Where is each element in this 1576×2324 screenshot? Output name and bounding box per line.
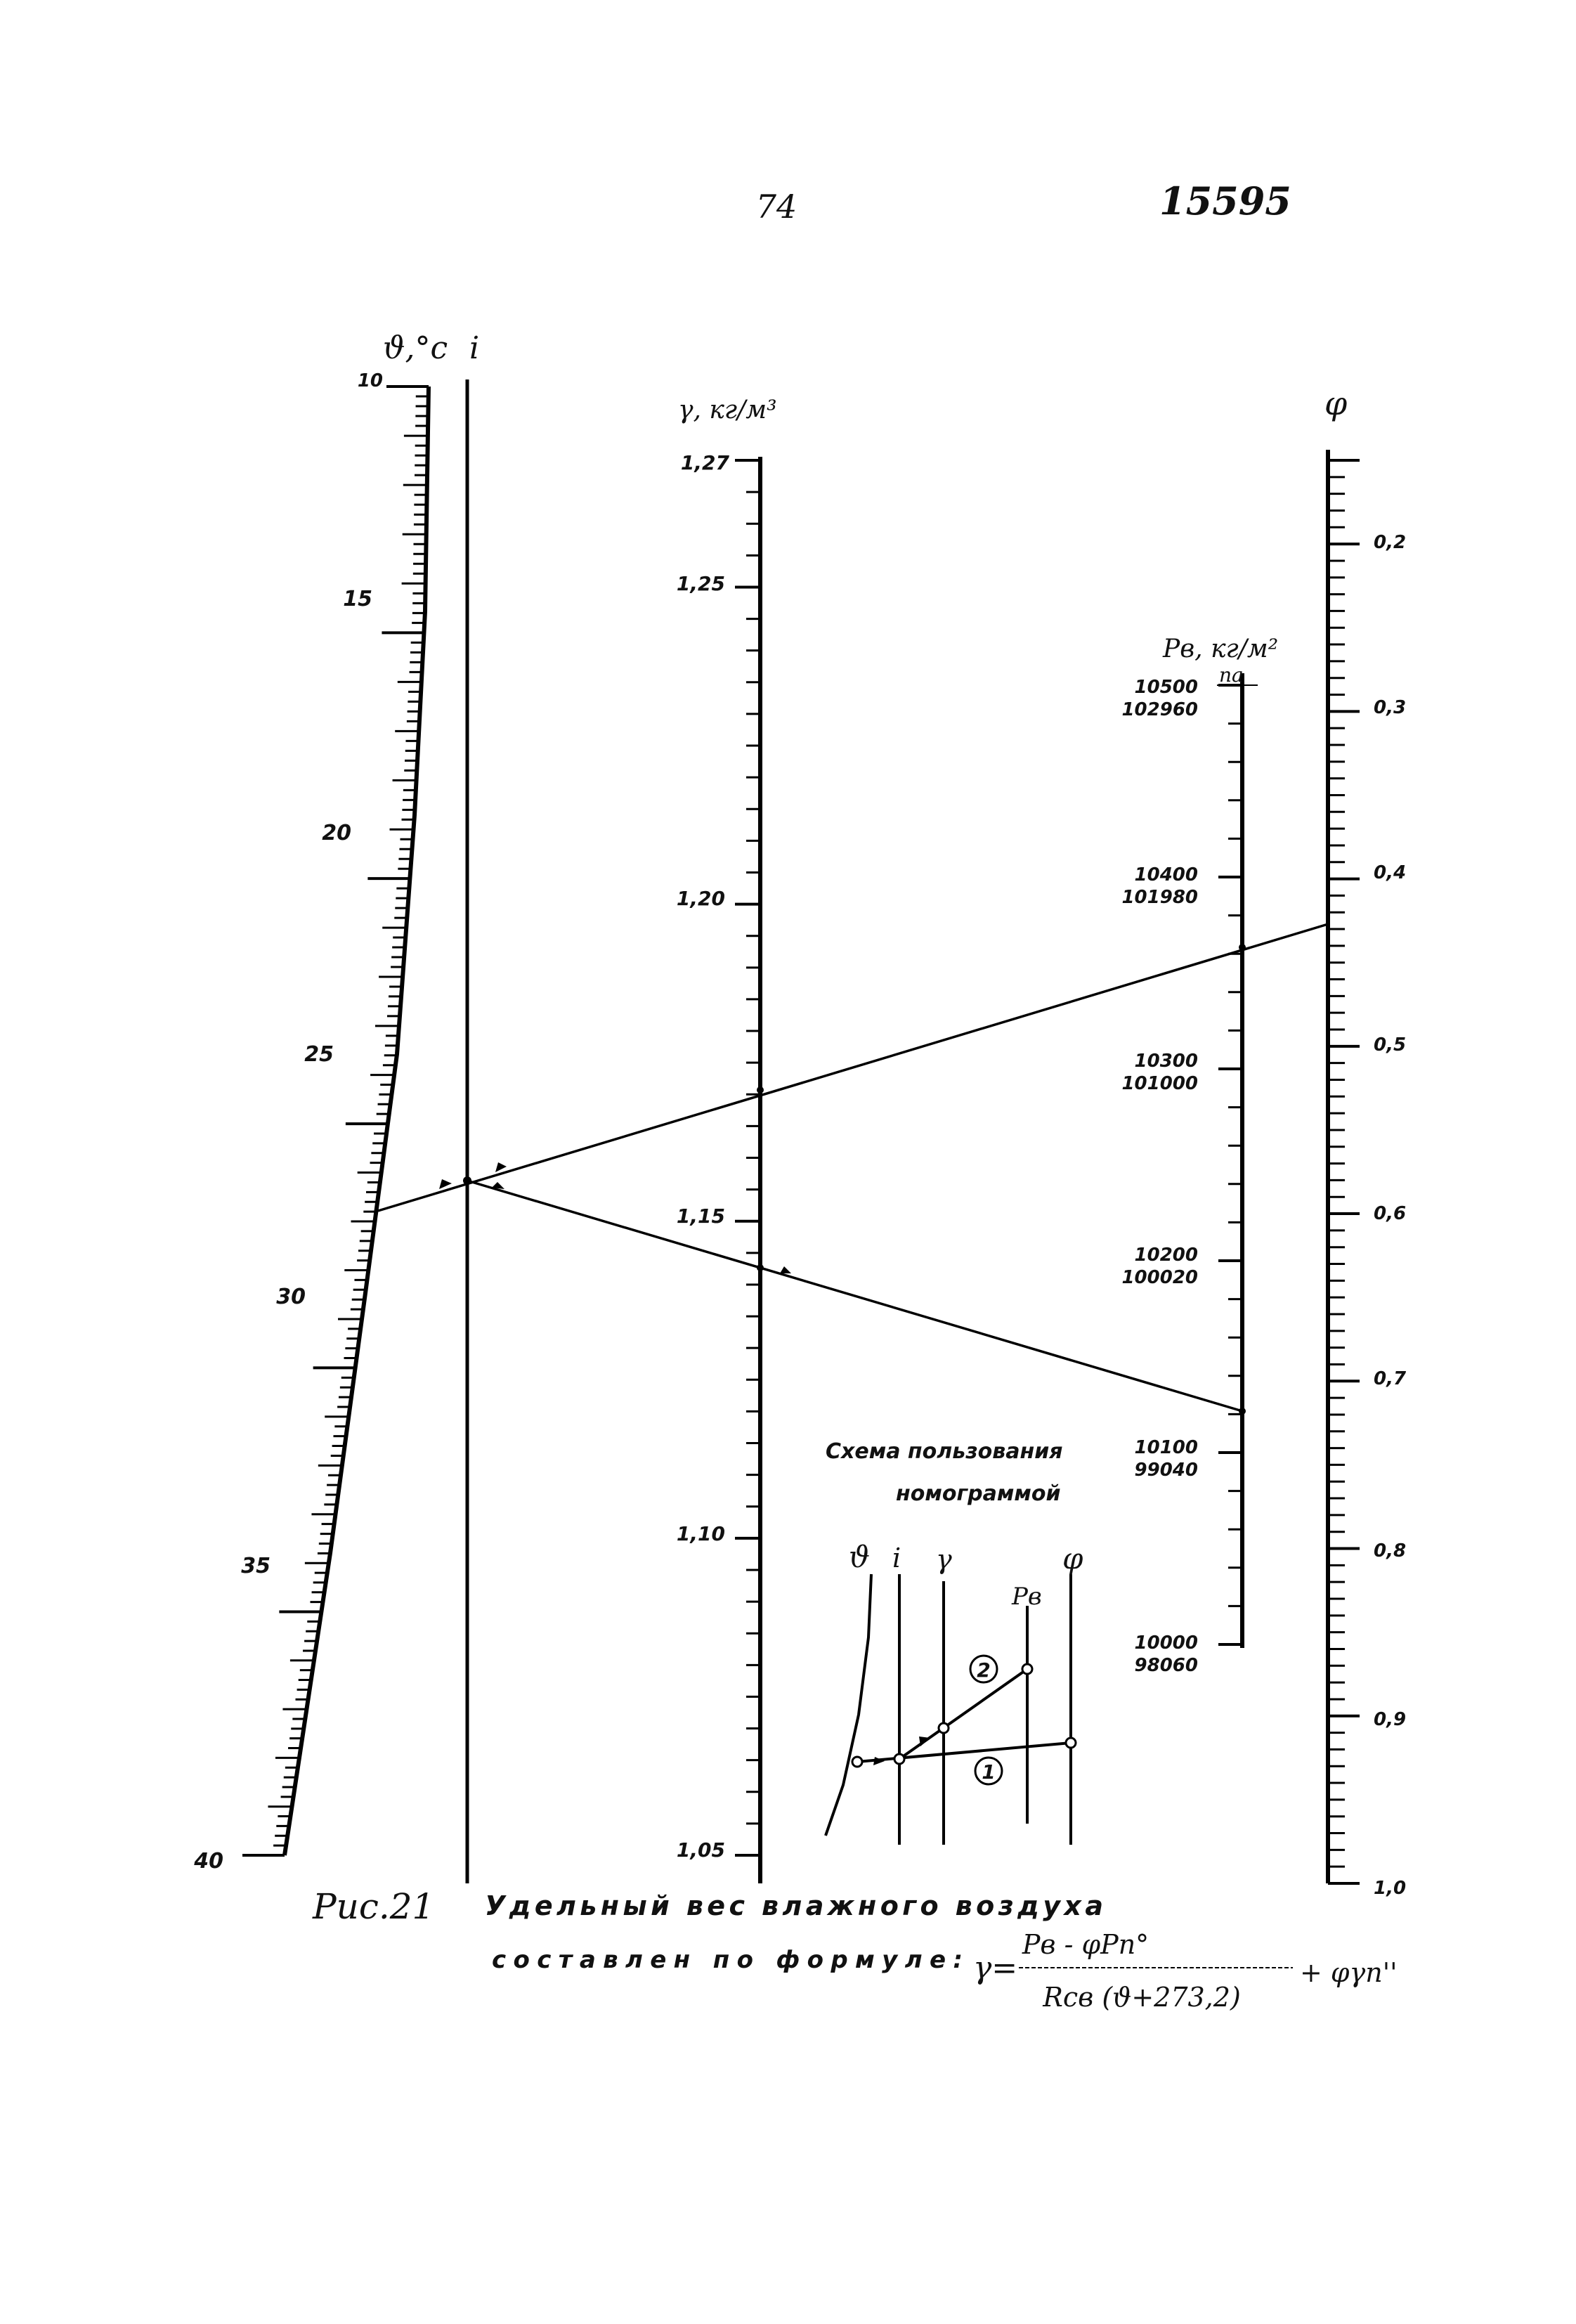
caption-formula-prefix: составлен по формуле:	[492, 1946, 963, 1974]
inset-label-gamma: γ	[936, 1544, 952, 1575]
inset-point	[1066, 1738, 1076, 1748]
figure-number: Рис.21	[313, 1886, 435, 1927]
gamma-tick-1-27: 1,27	[680, 451, 729, 474]
example-lines	[378, 924, 1328, 1415]
formula-numerator: Pв - φPп°	[1022, 1929, 1150, 1960]
phi-tick-0-2: 0,2	[1374, 532, 1407, 553]
pressure-kg-10400: 10400	[1134, 864, 1198, 885]
inset-label-i: i	[892, 1543, 901, 1573]
pressure-pa-99040: 99040	[1134, 1460, 1198, 1481]
phi-tick-0-4: 0,4	[1374, 862, 1407, 883]
gamma-tick-1-05: 1,05	[676, 1838, 725, 1862]
theta-tick-20: 20	[322, 821, 351, 845]
pressure-pa-101000: 101000	[1121, 1073, 1198, 1094]
theta-axis-label: ϑ,°c	[383, 330, 448, 366]
inset-marker-1: 1	[982, 1760, 996, 1784]
phi-tick-0-5: 0,5	[1374, 1034, 1407, 1056]
pressure-pa-98060: 98060	[1134, 1655, 1198, 1676]
phi-axis-label: φ	[1324, 384, 1348, 422]
intersection-point-pressure-lower	[1239, 1408, 1246, 1415]
figure-title: Удельный вес влажного воздуха	[485, 1890, 1103, 1921]
arrow-mark-4	[780, 1266, 791, 1273]
intersection-point-gamma	[757, 1264, 764, 1271]
i-axis-label: i	[469, 330, 480, 366]
pressure-kg-10300: 10300	[1134, 1051, 1198, 1072]
inset-marker-2: 2	[977, 1658, 991, 1682]
inset-point	[852, 1757, 862, 1767]
formula-tail: + φγп''	[1300, 1957, 1398, 1988]
inset-point	[1022, 1664, 1032, 1674]
phi-tick-0-7: 0,7	[1374, 1368, 1407, 1389]
phi-tick-0-6: 0,6	[1374, 1203, 1407, 1224]
inset-line-2	[899, 1669, 1027, 1759]
pressure-kg-10000: 10000	[1134, 1632, 1198, 1654]
theta-tick-35: 35	[241, 1554, 271, 1578]
phi-tick-1-0: 1,0	[1374, 1878, 1407, 1899]
i-scale	[467, 330, 479, 1883]
inset-title-line2: номограммой	[896, 1481, 1061, 1506]
pressure-kg-10200: 10200	[1134, 1245, 1198, 1266]
document-number: 15595	[1159, 178, 1291, 223]
inset-point	[894, 1754, 904, 1764]
intersection-point-pressure	[1239, 944, 1246, 951]
pressure-scale	[1121, 635, 1278, 1676]
figure-caption	[312, 1886, 1398, 2013]
theta-tick-40: 40	[194, 1849, 223, 1874]
formula-denominator: Rсв (ϑ+273,2)	[1043, 1982, 1241, 2013]
gamma-tick-1-10: 1,10	[676, 1522, 725, 1545]
usage-scheme-inset	[826, 1439, 1083, 1845]
pressure-pa-101980: 101980	[1121, 887, 1198, 908]
line-i-to-pressure	[467, 1181, 1242, 1411]
gamma-scale	[677, 396, 777, 1883]
pressure-axis-label: Pв, кг/м²	[1163, 635, 1279, 663]
pressure-axis-sublabel: па	[1219, 663, 1244, 687]
arrow-mark-2	[495, 1162, 507, 1172]
theta-tick-15: 15	[343, 587, 372, 611]
page-number: 74	[755, 188, 797, 226]
phi-tick-0-8: 0,8	[1374, 1540, 1407, 1562]
theta-tick-30: 30	[276, 1285, 306, 1309]
phi-tick-0-9: 0,9	[1374, 1709, 1407, 1730]
phi-scale	[1324, 384, 1407, 1899]
pressure-kg-10100: 10100	[1134, 1437, 1198, 1458]
inset-point	[939, 1723, 949, 1733]
theta-tick-10: 10	[357, 370, 383, 391]
pressure-pa-102960: 102960	[1121, 699, 1198, 720]
pressure-pa-100020: 100020	[1121, 1267, 1198, 1288]
inset-title-line1: Схема пользования	[826, 1439, 1063, 1464]
gamma-tick-1-20: 1,20	[676, 887, 725, 910]
inset-theta-curve	[826, 1574, 871, 1836]
theta-scale	[193, 330, 448, 1874]
inset-label-phi: φ	[1062, 1541, 1083, 1576]
gamma-tick-1-15: 1,15	[676, 1205, 725, 1228]
inset-arrow	[919, 1736, 930, 1746]
theta-tick-25: 25	[304, 1042, 334, 1067]
phi-tick-0-3: 0,3	[1374, 697, 1407, 718]
pressure-kg-10500: 10500	[1134, 677, 1198, 698]
intersection-point-i	[463, 1176, 471, 1185]
intersection-point-gamma-upper	[757, 1086, 764, 1093]
gamma-axis-label: γ, кг/м³	[678, 396, 777, 424]
gamma-tick-1-25: 1,25	[676, 572, 725, 595]
formula-lhs: γ=	[973, 1950, 1018, 1986]
inset-label-pressure: Pв	[1012, 1583, 1042, 1611]
inset-label-theta: ϑ	[849, 1540, 871, 1574]
inset-line-1	[857, 1743, 1071, 1762]
arrow-mark-1	[439, 1179, 452, 1189]
